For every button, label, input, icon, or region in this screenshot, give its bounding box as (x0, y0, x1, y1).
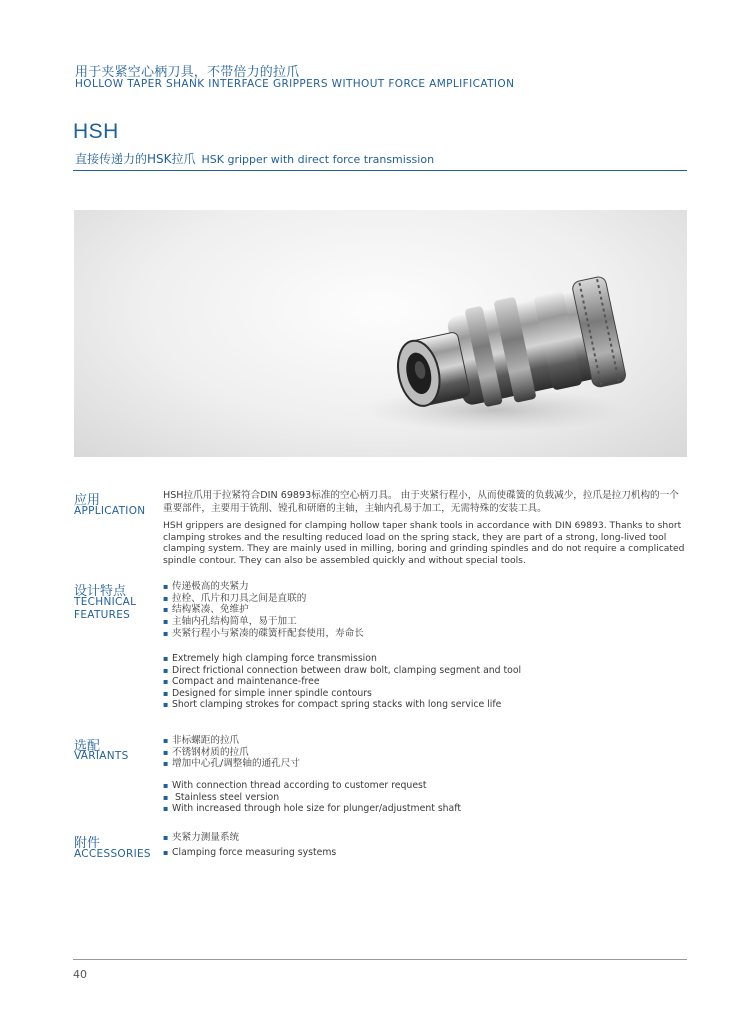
variants-label-en: VARIANTS (74, 750, 129, 762)
list-item: ▪ 夹紧力测量系统 (163, 832, 239, 844)
gripper-image (74, 210, 687, 457)
variants-label-cn: 选配 (74, 739, 101, 754)
list-item: ▪ 增加中心孔/调整轴的通孔尺寸 (163, 758, 300, 770)
application-text-en: HSH grippers are designed for clamping hollow taper shank tools in accordance with DIN 69893. Thanks to short clamping strokes and the resulting reduced load on the spring stack, they are part of a strong, long-lived tool clamping system. They are mainly used in milling, boring and grinding spindles and do not require a complicated spindle contour. They can also be assembled quickly and without special tools. (163, 520, 685, 566)
features-label-cn: 设计特点 (74, 584, 127, 599)
list-item: ▪ Stainless steel version (163, 792, 461, 804)
list-item: ▪ With increased through hole size for plunger/adjustment shaft (163, 803, 461, 815)
footer-divider (73, 959, 687, 960)
accessories-label-en: ACCESSORIES (74, 848, 151, 860)
product-code: HSH (73, 120, 119, 143)
features-list-cn (163, 581, 364, 640)
list-item: ▪ Direct frictional connection between draw bolt, clamping segment and tool (163, 665, 521, 677)
features-list-en (163, 653, 521, 711)
list-item: ▪ 拉栓、爪片和刀具之间是直联的 (163, 593, 364, 605)
accessories-list-en (163, 847, 336, 859)
application-text-cn: HSH拉爪用于拉紧符合DIN 69893标准的空心柄刀具。 由于夹紧行程小，从而使碟簧的负载减少，拉爪是拉刀机构的一个重要部件，主要用于铣削、镗孔和研磨的主轴，主轴内孔易于加工，无需特殊的安装工具。 (163, 490, 679, 514)
product-subtitle-cn: 直接传递力的HSK拉爪 (75, 152, 196, 166)
list-item: ▪ Designed for simple inner spindle contours (163, 688, 521, 700)
list-item: ▪ 夹紧行程小与紧凑的碟簧杆配套使用，寿命长 (163, 628, 364, 640)
accessories-list-cn (163, 832, 239, 844)
product-subtitle (75, 150, 434, 167)
page-number: 40 (73, 968, 87, 981)
accessories-label-cn: 附件 (74, 836, 101, 851)
list-item: ▪ 不锈钢材质的拉爪 (163, 747, 300, 759)
list-item: ▪ 非标螺距的拉爪 (163, 735, 300, 747)
product-subtitle-en: HSK gripper with direct force transmission (201, 153, 435, 166)
list-item: ▪ Clamping force measuring systems (163, 847, 336, 859)
variants-list-en (163, 780, 461, 815)
application-label-cn: 应用 (74, 493, 101, 508)
features-label-en-1: TECHNICAL (74, 596, 137, 608)
title-divider (73, 170, 687, 171)
list-item: ▪ Extremely high clamping force transmission (163, 653, 521, 665)
list-item: ▪ Compact and maintenance-free (163, 676, 521, 688)
variants-list-cn (163, 735, 300, 770)
header-title-en: HOLLOW TAPER SHANK INTERFACE GRIPPERS WITHOUT FORCE AMPLIFICATION (75, 78, 515, 90)
features-label-en-2: FEATURES (74, 609, 131, 621)
list-item: ▪ 主轴内孔结构简单，易于加工 (163, 616, 364, 628)
application-label-en: APPLICATION (74, 505, 146, 517)
list-item: ▪ Short clamping strokes for compact spring stacks with long service life (163, 699, 521, 711)
product-photo (74, 210, 687, 457)
list-item: ▪ With connection thread according to customer request (163, 780, 461, 792)
list-item: ▪ 传递极高的夹紧力 (163, 581, 364, 593)
list-item: ▪ 结构紧凑、免维护 (163, 604, 364, 616)
header-title-cn: 用于夹紧空心柄刀具，不带倍力的拉爪 (75, 65, 300, 80)
